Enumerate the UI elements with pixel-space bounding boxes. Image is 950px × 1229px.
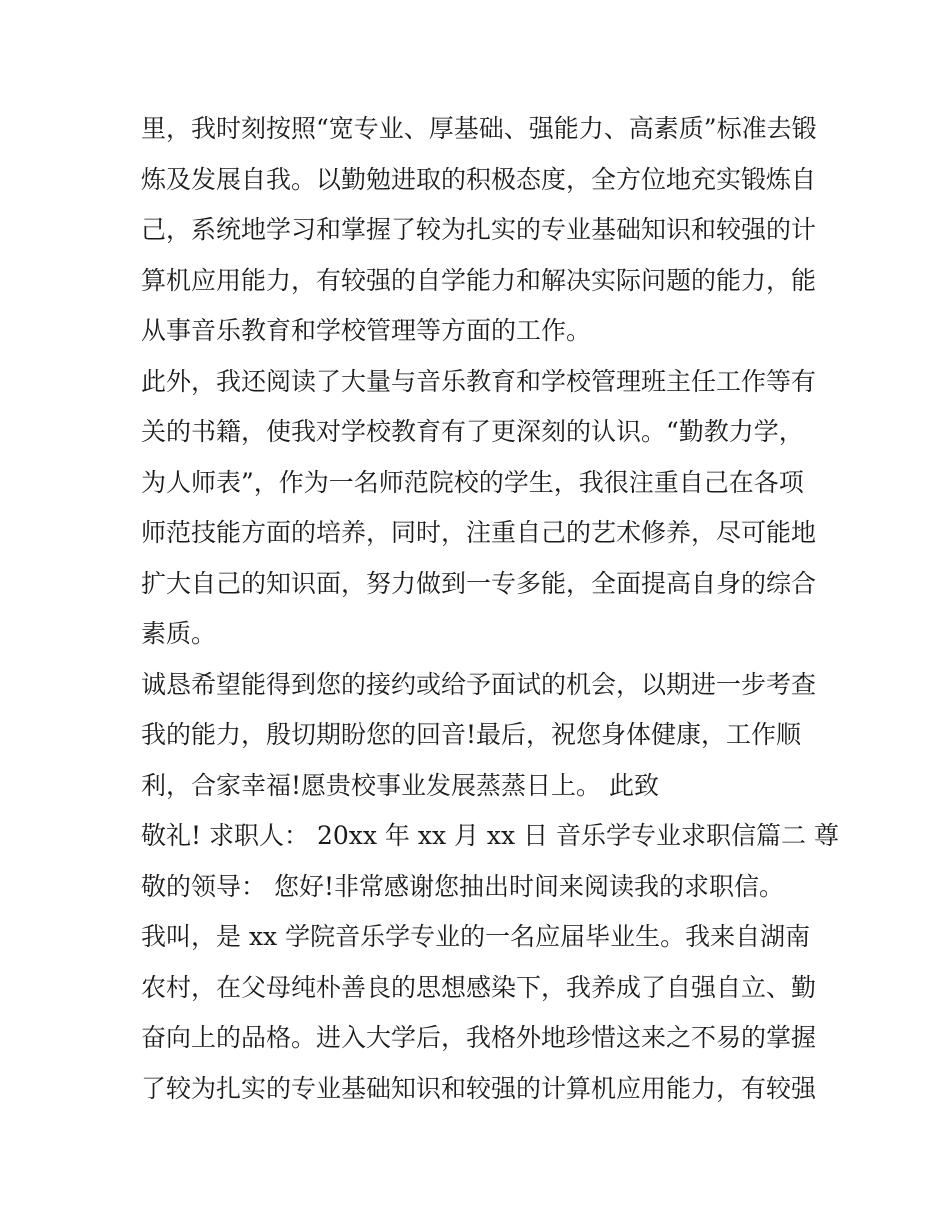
text-line: 素质。 bbox=[141, 619, 217, 648]
text-line: 关的书籍，使我对学校教育有了更深刻的认识。“勤教力学， bbox=[141, 417, 804, 446]
text-line: 利，合家幸福!愿贵校事业发展蒸蒸日上。 此致 bbox=[141, 770, 659, 800]
text-line: 奋向上的品格。进入大学后，我格外地珍惜这来之不易的掌握 bbox=[141, 1023, 817, 1052]
text-line: 农村，在父母纯朴善良的思想感染下，我养成了自强自立、勤 bbox=[141, 972, 817, 1002]
text-line: 算机应用能力，有较强的自学能力和解决实际问题的能力，能 bbox=[141, 265, 817, 295]
text-line: 己，系统地学习和掌握了较为扎实的专业基础知识和较强的计 bbox=[141, 215, 817, 244]
text-line: 炼及发展自我。以勤勉进取的积极态度，全方位地充实锻炼自 bbox=[141, 164, 817, 194]
text-line: 敬礼! 求职人： 20xx 年 xx 月 xx 日 音乐学专业求职信篇二 尊 bbox=[141, 821, 839, 850]
text-line: 为人师表”，作为一名师范院校的学生，我很注重自己在各项 bbox=[141, 467, 804, 497]
text-line: 诚恳希望能得到您的接约或给予面试的机会，以期进一步考查 bbox=[141, 669, 817, 699]
text-line: 了较为扎实的专业基础知识和较强的计算机应用能力，有较强 bbox=[141, 1073, 817, 1103]
text-line: 我的能力，殷切期盼您的回音!最后，祝您身体健康，工作顺 bbox=[141, 720, 802, 749]
text-line: 此外，我还阅读了大量与音乐教育和学校管理班主任工作等有 bbox=[141, 366, 817, 396]
letter-body bbox=[141, 104, 839, 1114]
text-line: 敬的领导： 您好!非常感谢您抽出时间来阅读我的求职信。 bbox=[141, 871, 784, 901]
text-line: 我叫，是 xx 学院音乐学专业的一名应届毕业生。我来自湖南 bbox=[141, 922, 811, 951]
text-line: 扩大自己的知识面，努力做到一专多能，全面提高自身的综合 bbox=[141, 568, 817, 598]
text-line: 从事音乐教育和学校管理等方面的工作。 bbox=[141, 316, 592, 345]
text-line: 师范技能方面的培养，同时，注重自己的艺术修养，尽可能地 bbox=[141, 518, 817, 547]
text-line: 里，我时刻按照“宽专业、厚基础、强能力、高素质”标准去锻 bbox=[141, 114, 817, 143]
